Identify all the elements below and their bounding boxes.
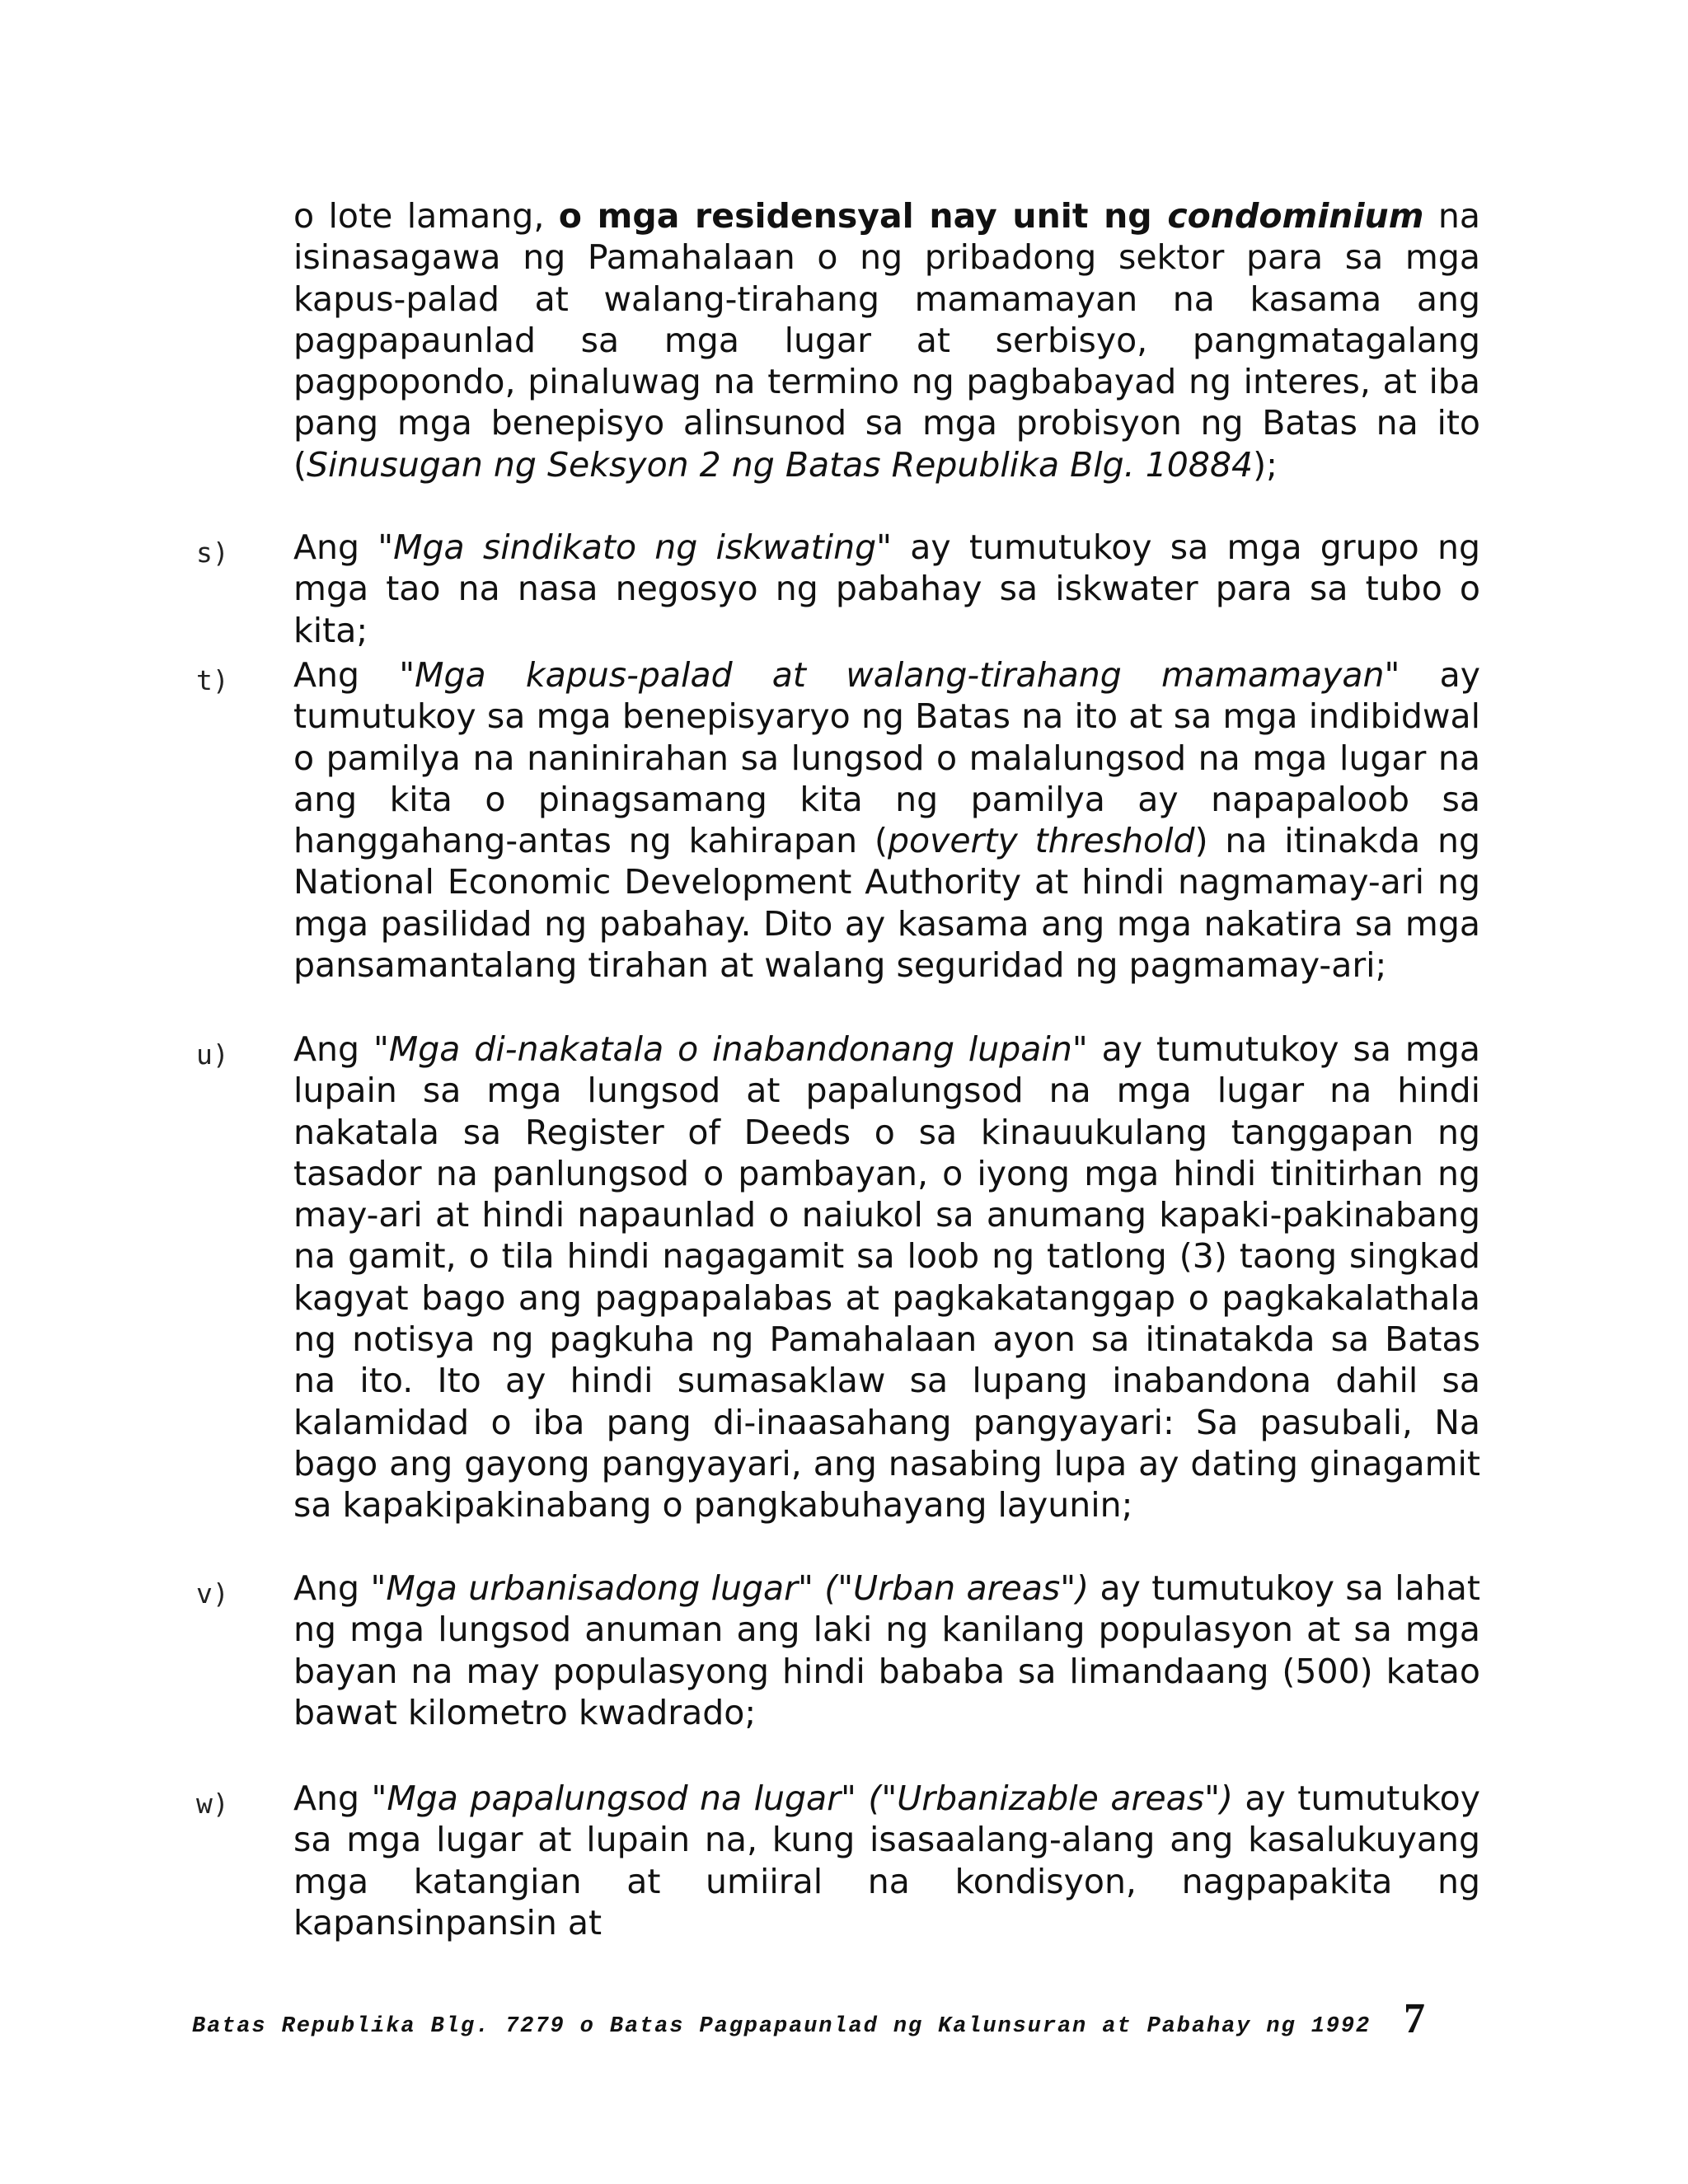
italic-term: poverty threshold bbox=[887, 821, 1195, 861]
bold-text: o mga residensyal nay unit ng bbox=[558, 196, 1168, 236]
text-run: Ang " bbox=[293, 527, 394, 567]
text-run: ) na itinakda ng National Economic Development Authority at hindi nagmamay-ari ng mga pasilidad ng pabahay. Dito ay kasama ang mga nakatira sa mga pansamantalang tirahan at walang seguridad ng pagmamay-ari; bbox=[293, 821, 1480, 986]
italic-term: ("Urbanizable areas") bbox=[868, 1779, 1233, 1818]
text-run: Ang " bbox=[293, 1779, 387, 1818]
text-run: o lote lamang, bbox=[293, 196, 559, 236]
definition-item-t bbox=[293, 654, 1480, 986]
defined-term: Mga papalungsod na lugar bbox=[387, 1779, 842, 1818]
text-run: " ay tumutukoy sa mga benepisyaryo ng Batas na ito at sa mga indibidwal o pamilya na naninirahan sa lungsod o malalungsod na mga lugar na ang kita o pinagsamang kita ng pamilya ay napapaloob sa hanggahang-antas ng kahirapan ( bbox=[293, 655, 1481, 861]
running-footer: Batas Republika Blg. 7279 o Batas Pagpapaunlad ng Kalunsuran at Pabahay ng 1992 bbox=[192, 2014, 1372, 2039]
text-run: Ang " bbox=[293, 1029, 389, 1069]
defined-term: Mga sindikato ng iskwating bbox=[393, 527, 877, 567]
definition-item-s bbox=[293, 527, 1480, 651]
text-run: ay tumutukoy sa lahat ng mga lungsod anuman ang laki ng kanilang populasyon at sa mga bayan na may populasyong hindi bababa sa limandaang (500) katao bawat kilometro kwadrado; bbox=[293, 1568, 1480, 1732]
defined-term: Mga kapus-palad at walang-tirahang mamamayan bbox=[415, 655, 1385, 695]
definition-item-w bbox=[293, 1778, 1480, 1943]
text-run: " bbox=[798, 1568, 825, 1608]
definition-item-v bbox=[293, 1568, 1480, 1733]
text-run: ); bbox=[1253, 444, 1278, 485]
page-number: 7 bbox=[1404, 1995, 1425, 2042]
text-run: Ang " bbox=[293, 655, 415, 695]
italic-citation: Sinusugan ng Seksyon 2 ng Batas Republika Blg. 10884 bbox=[307, 444, 1254, 485]
defined-term: Mga urbanisadong lugar bbox=[386, 1568, 799, 1608]
paragraph-continuation bbox=[293, 195, 1480, 485]
item-marker-v: v) bbox=[196, 1577, 229, 1610]
item-marker-t: t) bbox=[196, 664, 229, 696]
text-run: " ay tumutukoy sa mga grupo ng mga tao na nasa negosyo ng pabahay sa iskwater para sa tubo o kita; bbox=[293, 527, 1480, 650]
text-run: " bbox=[841, 1779, 869, 1818]
defined-term: Mga di-nakatala o inabandonang lupain bbox=[388, 1029, 1072, 1069]
item-marker-s: s) bbox=[196, 537, 229, 569]
item-marker-w: w) bbox=[196, 1788, 229, 1820]
text-run: ay tumutukoy sa mga lugar at lupain na, kung isasaalang-alang ang kasalukuyang mga katangian at umiiral na kondisyon, nagpapakita ng kapansinpansin at bbox=[293, 1779, 1480, 1943]
definition-item-u bbox=[293, 1029, 1480, 1526]
bold-italic-term: condominium bbox=[1167, 196, 1424, 236]
text-run: " ay tumutukoy sa mga lupain sa mga lungsod at papalungsod na mga lugar na hindi nakatala sa Register of Deeds o sa kinauukulang tanggapan ng tasador na panlungsod o pambayan, o iyong mga hindi tinitirhan ng may-ari at hindi napaunlad o naiukol sa anumang kapaki-pakinabang na gamit, o tila hindi nagagamit sa loob ng tatlong (3) taong singkad kagyat bago ang pagpapalabas at pagkakatanggap o pagkakalathala ng notisya ng pagkuha ng Pamahalaan ayon sa itinatakda sa Batas na ito. Ito ay hindi sumasaklaw sa lupang inabandona dahil sa kalamidad o iba pang di-inaasahang pangyayari: Sa pasubali, Na bago ang gayong pangyayari, ang nasabing lupa ay dating ginagamit sa kapakipakinabang o pangkabuhayang layunin; bbox=[293, 1029, 1480, 1526]
text-run: na isinasagawa ng Pamahalaan o ng pribadong sektor para sa mga kapus-palad at walang-tirahang mamamayan na kasama ang pagpapaunlad sa mga lugar at serbisyo, pangmatagalang pagpopondo, pinaluwag na termino ng pagbabayad ng interes, at iba pang mga benepisyo alinsunod sa mga probisyon ng Batas na ito ( bbox=[293, 196, 1480, 485]
text-run: Ang " bbox=[293, 1568, 387, 1608]
item-marker-u: u) bbox=[196, 1038, 229, 1071]
italic-term: ("Urban areas") bbox=[824, 1568, 1090, 1608]
